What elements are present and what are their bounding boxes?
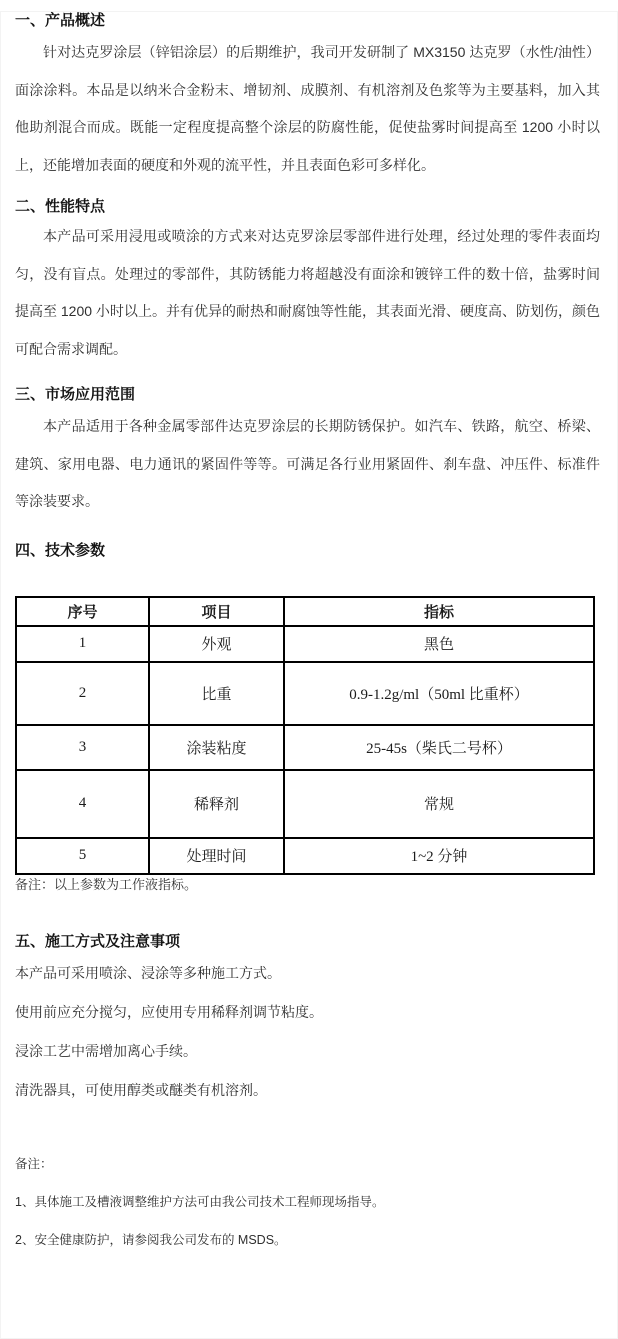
section-2-paragraph: 本产品可采用浸甩或喷涂的方式来对达克罗涂层零部件进行处理，经过处理的零件表面均匀，没有盲点。处理过的零部件，其防锈能力将超越没有面涂和镀锌工件的数十倍，盐雾时间提高至 1200 小时以上。并有优异的耐热和耐腐蚀等性能，其表面光滑、硬度高、防划伤，颜色可配合需求调配。 [15,228,600,357]
table-header-row [16,597,594,626]
table-cell: 3 [16,725,149,770]
section-2-heading: 二、性能特点 [15,198,106,215]
section-5-heading: 五、施工方式及注意事项 [15,932,181,950]
table-cell: 4 [16,770,149,838]
table-row [16,770,594,838]
instruction-line: 浸涂工艺中需增加离心手续。 [15,1042,197,1059]
section-3-paragraph: 本产品适用于各种金属零部件达克罗涂层的长期防锈保护。如汽车、铁路，航空、桥梁、建筑、家用电器、电力通讯的紧固件等等。可满足各行业用紧固件、刹车盘、冲压件、标准件等涂装要求。 [15,418,600,509]
table-cell: 5 [16,838,149,874]
instruction-line: 本产品可采用喷涂、浸涂等多种施工方式。 [15,964,281,981]
table-row [16,838,594,874]
table-cell: 处理时间 [149,838,284,874]
section-1-paragraph: 针对达克罗涂层（锌铝涂层）的后期维护，我司开发研制了 MX3150 达克罗（水性/油性）面涂涂料。本品是以纳米合金粉末、增韧剂、成膜剂、有机溶剂及色浆等为主要基料，加入其他助剂混合而成。既能一定程度提高整个涂层的防腐性能，促使盐雾时间提高至 1200 小时以上，还能增加表面的硬度和外观的流平性，并且表面色彩可多样化。 [15,44,600,173]
table-cell: 2 [16,662,149,725]
table-cell: 外观 [149,626,284,662]
instruction-line: 使用前应充分搅匀，应使用专用稀释剂调节粘度。 [15,1003,323,1020]
table-note: 备注：以上参数为工作液指标。 [15,876,198,892]
tech-params-table [15,596,595,875]
section-3-heading: 三、市场应用范围 [15,386,136,403]
table-cell: 1 [16,626,149,662]
table-cell: 常规 [284,770,594,838]
table-cell: 25-45s（柴氏二号杯） [284,725,594,770]
footer-notes [15,1145,600,1259]
table-cell: 1~2 分钟 [284,838,594,874]
footer-notes-label: 备注： [15,1156,53,1171]
table-row [16,662,594,725]
footer-note-item: 1、具体施工及槽液调整维护方法可由我公司技术工程师现场指导。 [15,1194,385,1209]
table-header-cell-index: 指标 [284,597,594,626]
section-1-heading: 一、产品概述 [15,12,106,29]
product-datasheet [0,11,618,1259]
footer-note-item: 2、安全健康防护，请参阅我公司发布的 MSDS。 [15,1232,287,1247]
section-4-heading: 四、技术参数 [15,541,106,559]
section-5-lines [15,954,600,1110]
table-header-cell-seq: 序号 [16,597,149,626]
table-cell: 0.9-1.2g/ml（50ml 比重杯） [284,662,594,725]
table-cell: 稀释剂 [149,770,284,838]
table-row [16,626,594,662]
table-row [16,725,594,770]
table-header-cell-item: 项目 [149,597,284,626]
table-cell: 黑色 [284,626,594,662]
table-cell: 比重 [149,662,284,725]
table-cell: 涂装粘度 [149,725,284,770]
instruction-line: 清洗器具，可使用醇类或醚类有机溶剂。 [15,1081,267,1098]
